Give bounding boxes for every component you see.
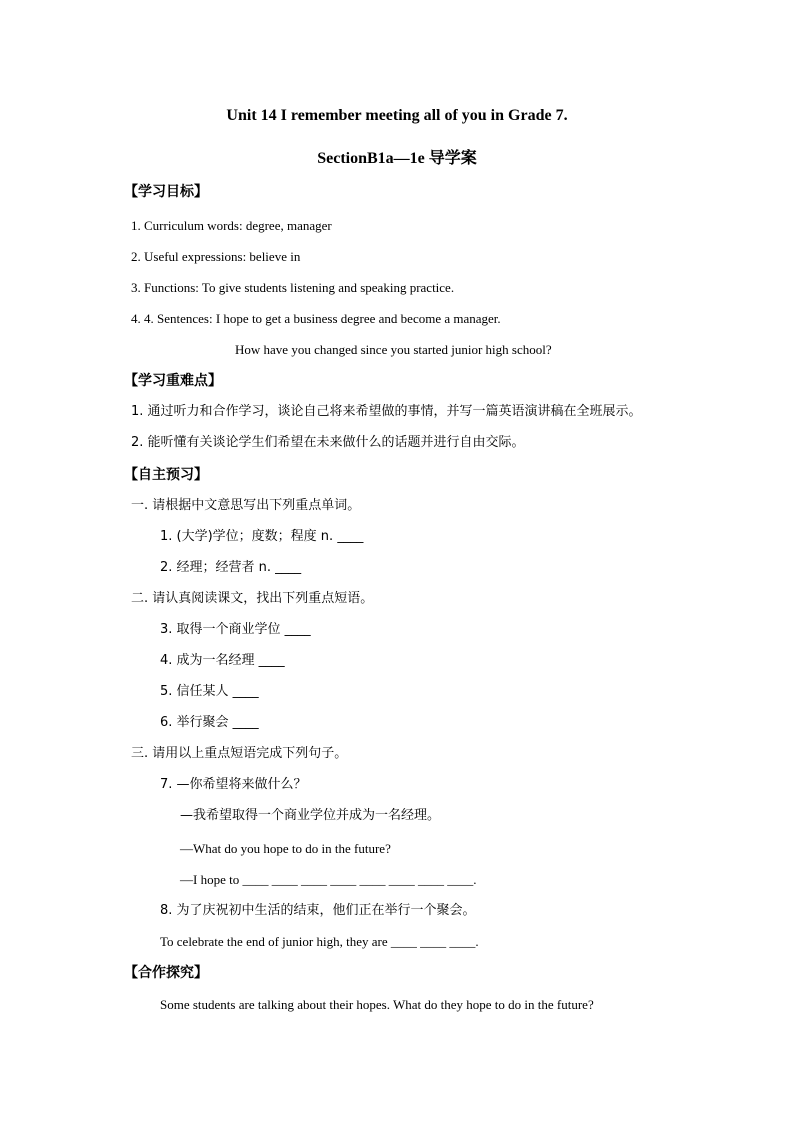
phrase-item: 4. 成为一名经理 ____ — [160, 653, 285, 668]
goals-heading: 【学习目标】 — [124, 184, 208, 200]
preview-part2-title: 二. 请认真阅读课文，找出下列重点短语。 — [131, 591, 374, 606]
goal-item: 3. Functions: To give students listening and speaking practice. — [131, 280, 455, 295]
cooperation-heading: 【合作探究】 — [124, 965, 208, 981]
sentence-item: —What do you hope to do in the future? — [180, 841, 391, 856]
sentence-item: —I hope to ____ ____ ____ ____ ____ ____ ____ ____. — [180, 872, 477, 887]
vocab-item: 2. 经理；经营者 n. ____ — [160, 560, 302, 575]
key-point-item: 2. 能听懂有关谈论学生们希望在未来做什么的话题并进行自由交际。 — [131, 435, 525, 450]
goal-item: How have you changed since you started junior high school? — [235, 342, 552, 357]
page-subtitle: SectionB1a—1e 导学案 — [317, 150, 477, 167]
phrase-item: 5. 信任某人 ____ — [160, 684, 259, 699]
sentence-item: To celebrate the end of junior high, they are ____ ____ ____. — [160, 934, 479, 949]
preview-part3-title: 三. 请用以上重点短语完成下列句子。 — [131, 746, 348, 761]
preview-part1-title: 一. 请根据中文意思写出下列重点单词。 — [131, 498, 361, 513]
goal-item: 2. Useful expressions: believe in — [131, 249, 301, 264]
sentence-item: —我希望取得一个商业学位并成为一名经理。 — [180, 808, 441, 823]
phrase-item: 6. 举行聚会 ____ — [160, 715, 259, 730]
key-points-heading: 【学习重难点】 — [124, 373, 222, 389]
goal-item: 1. Curriculum words: degree, manager — [131, 218, 332, 233]
vocab-item: 1. (大学)学位；度数；程度 n. ____ — [160, 529, 364, 544]
goal-item: 4. 4. Sentences: I hope to get a business degree and become a manager. — [131, 311, 501, 326]
preview-heading: 【自主预习】 — [124, 467, 208, 483]
phrase-item: 3. 取得一个商业学位 ____ — [160, 622, 311, 637]
sentence-item: 8. 为了庆祝初中生活的结束，他们正在举行一个聚会。 — [160, 903, 476, 918]
sentence-item: 7. —你希望将来做什么？ — [160, 777, 307, 792]
cooperation-text: Some students are talking about their hopes. What do they hope to do in the future? — [160, 997, 594, 1012]
page-title: Unit 14 I remember meeting all of you in Grade 7. — [226, 107, 568, 124]
key-point-item: 1. 通过听力和合作学习，谈论自己将来希望做的事情，并写一篇英语演讲稿在全班展示。 — [131, 404, 642, 419]
